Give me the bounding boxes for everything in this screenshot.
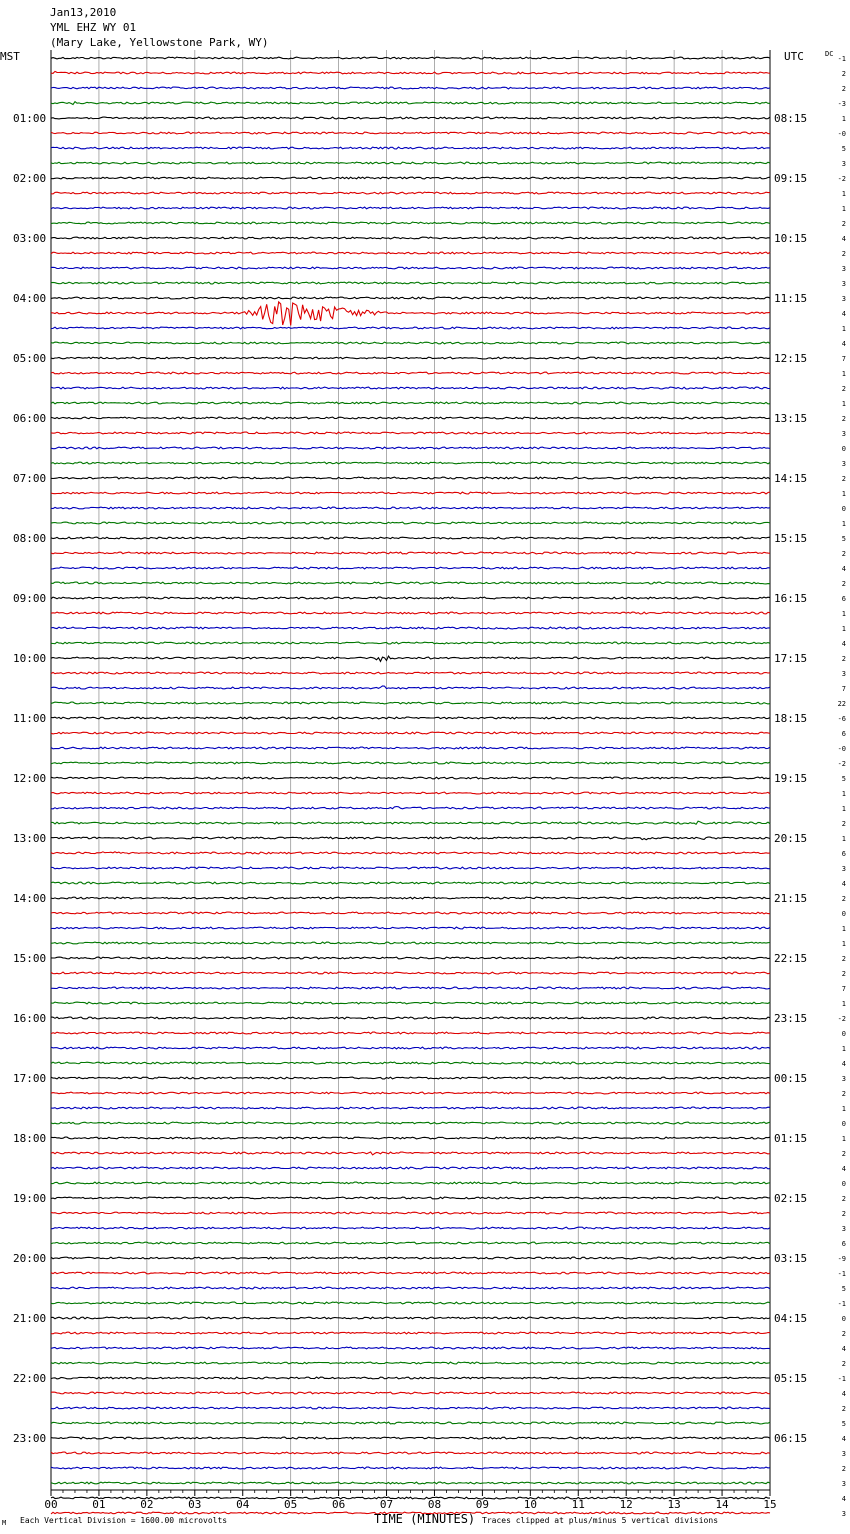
- dc-offset-value: 1: [841, 370, 846, 378]
- trace-row: [51, 192, 770, 194]
- x-tick-label: 02: [140, 1498, 154, 1511]
- dc-offset-value: 4: [841, 1165, 846, 1173]
- dc-offset-value: 7: [841, 685, 846, 693]
- trace-row: [51, 387, 770, 389]
- trace-row: [51, 1407, 770, 1409]
- mst-hour-label: 01:00: [13, 112, 47, 125]
- time-axis: [44, 1490, 776, 1511]
- dc-offset-value: 1: [841, 610, 846, 618]
- dc-offset-value: 0: [841, 445, 846, 453]
- dc-offset-value: 4: [841, 1345, 846, 1353]
- dc-offset-value: -6: [837, 715, 846, 723]
- trace-row: [51, 762, 770, 764]
- dc-offset-value: 1: [841, 805, 846, 813]
- trace-row: [51, 1047, 770, 1049]
- trace-row: [51, 912, 770, 914]
- utc-hour-label: 00:15: [774, 1072, 808, 1085]
- trace-row: [51, 642, 770, 644]
- dc-offset-value: 2: [841, 1405, 846, 1413]
- trace-row: [51, 267, 770, 269]
- x-tick-label: 14: [715, 1498, 729, 1511]
- dc-offset-value: -9: [837, 1255, 846, 1263]
- trace-row: [51, 1302, 770, 1304]
- mst-hour-label: 11:00: [13, 712, 47, 725]
- trace-row: [51, 897, 770, 899]
- trace-row: [51, 1467, 770, 1469]
- dc-offset-column: [838, 55, 846, 1518]
- dc-offset-value: 4: [841, 1390, 846, 1398]
- trace-row: [51, 477, 770, 479]
- utc-hour-label: 12:15: [774, 352, 808, 365]
- trace-row: [51, 792, 770, 794]
- dc-offset-value: -2: [837, 175, 846, 183]
- dc-offset-value: 22: [837, 700, 846, 708]
- dc-offset-value: 4: [841, 1495, 846, 1503]
- dc-offset-value: -1: [837, 1270, 846, 1278]
- utc-hour-label: 17:15: [774, 652, 808, 665]
- trace-row: [51, 342, 770, 344]
- trace-row: [51, 252, 770, 254]
- trace-row: [51, 177, 770, 179]
- corner-mark: M: [2, 1519, 7, 1527]
- mst-hour-label: 04:00: [13, 292, 47, 305]
- dc-offset-value: 2: [841, 970, 846, 978]
- trace-row: [51, 537, 770, 539]
- trace-row: [51, 627, 770, 629]
- x-tick-label: 09: [475, 1498, 490, 1511]
- x-tick-label: 07: [379, 1498, 394, 1511]
- trace-row: [51, 1212, 770, 1214]
- trace-row: [51, 1317, 770, 1319]
- x-tick-label: 13: [667, 1498, 681, 1511]
- trace-row: [51, 972, 770, 974]
- utc-hour-label: 20:15: [774, 832, 808, 845]
- mst-hour-label: 13:00: [13, 832, 47, 845]
- mst-hour-label: 09:00: [13, 592, 47, 605]
- utc-hour-label: 11:15: [774, 292, 808, 305]
- dc-offset-value: -1: [837, 55, 846, 63]
- trace-row: [51, 132, 770, 134]
- dc-offset-value: 2: [841, 1195, 846, 1203]
- dc-offset-value: 6: [841, 730, 846, 738]
- trace-row: [51, 1497, 770, 1499]
- dc-offset-value: 2: [841, 1210, 846, 1218]
- trace-row: [51, 927, 770, 929]
- trace-row: [51, 552, 770, 554]
- trace-row: [51, 882, 770, 884]
- trace-row: [51, 942, 770, 944]
- mst-hour-label: 05:00: [13, 352, 47, 365]
- dc-offset-value: -0: [837, 130, 846, 138]
- trace-row: [51, 747, 770, 749]
- trace-row: [51, 402, 770, 404]
- utc-hour-label: 22:15: [774, 952, 808, 965]
- trace-row: [51, 612, 770, 614]
- dc-offset-value: 2: [841, 895, 846, 903]
- trace-row: [51, 1272, 770, 1274]
- trace-row: [51, 672, 770, 674]
- x-tick-label: 03: [188, 1498, 202, 1511]
- dc-offset-value: 3: [841, 430, 846, 438]
- dc-offset-value: 4: [841, 565, 846, 573]
- dc-offset-value: 6: [841, 850, 846, 858]
- mst-hour-label: 10:00: [13, 652, 47, 665]
- trace-row: [51, 1227, 770, 1229]
- trace-row: [51, 87, 770, 89]
- x-tick-label: 11: [571, 1498, 585, 1511]
- dc-offset-value: 6: [841, 595, 846, 603]
- trace-row: [51, 237, 770, 239]
- trace-row: [51, 1107, 770, 1109]
- mst-hour-label: 19:00: [13, 1192, 47, 1205]
- trace-row: [51, 821, 770, 824]
- trace-row: [51, 1332, 770, 1334]
- dc-offset-value: 5: [841, 1285, 846, 1293]
- header-date: Jan13,2010: [50, 6, 117, 19]
- dc-offset-value: 1: [841, 400, 846, 408]
- dc-offset-value: 4: [841, 1435, 846, 1443]
- dc-offset-value: 0: [841, 1120, 846, 1128]
- trace-row: [51, 1062, 770, 1064]
- utc-hour-label: 09:15: [774, 172, 808, 185]
- dc-offset-value: 2: [841, 1360, 846, 1368]
- trace-row: [51, 102, 770, 105]
- dc-offset-value: 7: [841, 985, 846, 993]
- utc-hour-label: 01:15: [774, 1132, 808, 1145]
- dc-offset-value: 0: [841, 505, 846, 513]
- dc-offset-value: 1: [841, 115, 846, 123]
- dc-offset-value: 7: [841, 355, 846, 363]
- dc-offset-value: 4: [841, 640, 846, 648]
- trace-row: [51, 1257, 770, 1259]
- dc-offset-value: 1: [841, 1135, 846, 1143]
- trace-row: [51, 447, 770, 449]
- utc-hour-label: 18:15: [774, 712, 808, 725]
- trace-row: [51, 1122, 770, 1124]
- dc-offset-value: -3: [837, 100, 846, 108]
- utc-hour-label: 10:15: [774, 232, 808, 245]
- dc-offset-value: 3: [841, 160, 846, 168]
- mst-hour-label: 15:00: [13, 952, 47, 965]
- trace-row: [51, 147, 770, 149]
- trace-row: [51, 1452, 770, 1454]
- x-tick-label: 06: [331, 1498, 346, 1511]
- dc-offset-value: 1: [841, 325, 846, 333]
- trace-row: [51, 372, 770, 374]
- trace-row: [51, 1362, 770, 1364]
- dc-offset-value: 1: [841, 205, 846, 213]
- dc-offset-value: 4: [841, 340, 846, 348]
- footer-clip-note: Traces clipped at plus/minus 5 vertical divisions: [482, 1516, 719, 1525]
- trace-row: [51, 567, 770, 569]
- trace-row: [51, 207, 770, 209]
- dc-offset-value: 2: [841, 955, 846, 963]
- utc-hour-label: 14:15: [774, 472, 808, 485]
- dc-offset-value: 1: [841, 790, 846, 798]
- dc-offset-value: 2: [841, 250, 846, 258]
- dc-offset-value: 0: [841, 1315, 846, 1323]
- trace-row: [51, 462, 770, 464]
- trace-row: [51, 987, 770, 989]
- dc-offset-value: 3: [841, 295, 846, 303]
- mst-hour-label: 20:00: [13, 1252, 47, 1265]
- dc-offset-value: 3: [841, 1225, 846, 1233]
- x-axis-title: TIME (MINUTES): [374, 1512, 476, 1526]
- trace-row: [51, 162, 770, 164]
- dc-offset-value: 1: [841, 625, 846, 633]
- trace-row: [51, 507, 770, 509]
- header-location: (Mary Lake, Yellowstone Park, WY): [50, 36, 269, 49]
- trace-row: [51, 1347, 770, 1349]
- dc-offset-value: 2: [841, 220, 846, 228]
- trace-row: [51, 327, 770, 329]
- dc-offset-value: 0: [841, 1030, 846, 1038]
- dc-offset-value: 1: [841, 1045, 846, 1053]
- trace-row: [51, 117, 770, 119]
- dc-offset-value: 2: [841, 1465, 846, 1473]
- trace-row: [51, 1197, 770, 1199]
- dc-offset-value: 3: [841, 1480, 846, 1488]
- dc-offset-value: 2: [841, 580, 846, 588]
- dc-offset-value: 2: [841, 1330, 846, 1338]
- utc-hour-label: 05:15: [774, 1372, 808, 1385]
- trace-row: [51, 522, 770, 524]
- dc-offset-value: 2: [841, 475, 846, 483]
- x-tick-label: 00: [44, 1498, 58, 1511]
- utc-hour-label: 21:15: [774, 892, 808, 905]
- footer-scale-note: Each Vertical Division = 1600.00 microvolts: [20, 1516, 228, 1525]
- trace-row: [51, 1167, 770, 1169]
- trace-row: [51, 432, 770, 434]
- dc-offset-value: 1: [841, 1105, 846, 1113]
- dc-offset-value: 5: [841, 775, 846, 783]
- mst-hour-label: 02:00: [13, 172, 47, 185]
- utc-hour-label: 04:15: [774, 1312, 808, 1325]
- mst-hour-label: 21:00: [13, 1312, 47, 1325]
- trace-row: [51, 297, 770, 299]
- trace-row: [51, 1422, 770, 1424]
- dc-offset-value: 1: [841, 1000, 846, 1008]
- dc-offset-value: 3: [841, 1510, 846, 1518]
- trace-row: [51, 702, 770, 704]
- trace-row: [51, 732, 770, 734]
- trace-row: [51, 777, 770, 779]
- mst-hour-label: 08:00: [13, 532, 47, 545]
- trace-row: [51, 492, 770, 494]
- dc-offset-value: 1: [841, 520, 846, 528]
- trace-row: [51, 1392, 770, 1394]
- dc-offset-value: -0: [837, 745, 846, 753]
- trace-row: [51, 1002, 770, 1004]
- dc-offset-value: 3: [841, 670, 846, 678]
- x-tick-label: 04: [236, 1498, 250, 1511]
- dc-offset-value: 5: [841, 1420, 846, 1428]
- utc-hour-label: 19:15: [774, 772, 808, 785]
- utc-hour-label: 13:15: [774, 412, 808, 425]
- dc-offset-value: 3: [841, 280, 846, 288]
- trace-row: [51, 582, 770, 584]
- utc-hour-label: 15:15: [774, 532, 808, 545]
- dc-offset-value: 1: [841, 190, 846, 198]
- trace-row: [51, 837, 770, 840]
- trace-row: [51, 867, 770, 869]
- dc-offset-value: 1: [841, 925, 846, 933]
- trace-row: [51, 302, 770, 326]
- trace-row: [51, 1017, 770, 1019]
- right-timezone-label: UTC: [784, 50, 804, 63]
- dc-offset-value: 6: [841, 1240, 846, 1248]
- trace-row: [51, 717, 770, 719]
- trace-row: [51, 1242, 770, 1244]
- utc-hour-label: 16:15: [774, 592, 808, 605]
- dc-offset-value: 4: [841, 310, 846, 318]
- trace-row: [51, 357, 770, 359]
- dc-offset-value: 4: [841, 1060, 846, 1068]
- x-tick-label: 12: [619, 1498, 633, 1511]
- trace-row: [51, 1482, 770, 1484]
- x-tick-label: 01: [92, 1498, 106, 1511]
- dc-offset-value: 2: [841, 415, 846, 423]
- trace-row: [51, 417, 770, 419]
- mst-hour-label: 07:00: [13, 472, 47, 485]
- trace-rows: [51, 57, 770, 1514]
- dc-offset-value: 3: [841, 265, 846, 273]
- dc-offset-value: 2: [841, 1090, 846, 1098]
- dc-offset-value: 3: [841, 1075, 846, 1083]
- x-tick-label: 10: [523, 1498, 537, 1511]
- trace-row: [51, 1092, 770, 1094]
- trace-row: [51, 1377, 770, 1379]
- mst-hour-label: 16:00: [13, 1012, 47, 1025]
- mst-hour-label: 06:00: [13, 412, 47, 425]
- dc-offset-value: 3: [841, 1450, 846, 1458]
- mst-hour-label: 17:00: [13, 1072, 47, 1085]
- x-tick-label: 05: [284, 1498, 298, 1511]
- dc-offset-value: 1: [841, 490, 846, 498]
- trace-row: [51, 597, 770, 599]
- trace-row: [51, 686, 770, 689]
- utc-hour-label: 02:15: [774, 1192, 808, 1205]
- dc-offset-value: -1: [837, 1300, 846, 1308]
- trace-row: [51, 807, 770, 809]
- dc-offset-value: 4: [841, 235, 846, 243]
- header-station: YML EHZ WY 01: [50, 21, 137, 34]
- dc-offset-value: -1: [837, 1375, 846, 1383]
- dc-offset-value: 2: [841, 70, 846, 78]
- dc-offset-value: 2: [841, 655, 846, 663]
- dc-offset-value: 0: [841, 910, 846, 918]
- trace-row: [51, 1287, 770, 1289]
- dc-offset-value: 3: [841, 460, 846, 468]
- trace-row: [51, 1137, 770, 1139]
- dc-offset-value: 3: [841, 865, 846, 873]
- utc-hour-label: 23:15: [774, 1012, 808, 1025]
- dc-offset-value: 5: [841, 145, 846, 153]
- dc-offset-value: 1: [841, 835, 846, 843]
- dc-column-header: DC: [825, 50, 834, 58]
- trace-row: [51, 957, 770, 959]
- trace-row: [51, 1437, 770, 1439]
- dc-offset-value: 0: [841, 1180, 846, 1188]
- trace-row: [51, 1152, 770, 1155]
- mst-hour-label: 14:00: [13, 892, 47, 905]
- mst-hour-label: 22:00: [13, 1372, 47, 1385]
- trace-row: [51, 1182, 770, 1184]
- dc-offset-value: 2: [841, 1150, 846, 1158]
- dc-offset-value: 1: [841, 940, 846, 948]
- trace-row: [51, 282, 770, 284]
- trace-row: [51, 656, 770, 661]
- x-tick-label: 15: [763, 1498, 777, 1511]
- trace-row: [51, 222, 770, 224]
- dc-offset-value: 5: [841, 535, 846, 543]
- dc-offset-value: -2: [837, 760, 846, 768]
- x-tick-label: 08: [427, 1498, 442, 1511]
- dc-offset-value: 2: [841, 550, 846, 558]
- trace-row: [51, 1077, 770, 1079]
- dc-offset-value: 4: [841, 880, 846, 888]
- utc-hour-label: 03:15: [774, 1252, 808, 1265]
- mst-hour-label: 23:00: [13, 1432, 47, 1445]
- left-timezone-label: MST: [0, 50, 20, 63]
- dc-offset-value: 2: [841, 820, 846, 828]
- utc-hour-label: 08:15: [774, 112, 808, 125]
- mst-hour-label: 12:00: [13, 772, 47, 785]
- dc-offset-value: 2: [841, 85, 846, 93]
- mst-hour-label: 18:00: [13, 1132, 47, 1145]
- trace-row: [51, 71, 770, 74]
- mst-hour-label: 03:00: [13, 232, 47, 245]
- trace-row: [51, 57, 770, 59]
- trace-row: [51, 852, 770, 854]
- utc-hour-label: 06:15: [774, 1432, 808, 1445]
- trace-row: [51, 1032, 770, 1034]
- dc-offset-value: 2: [841, 385, 846, 393]
- dc-offset-value: -2: [837, 1015, 846, 1023]
